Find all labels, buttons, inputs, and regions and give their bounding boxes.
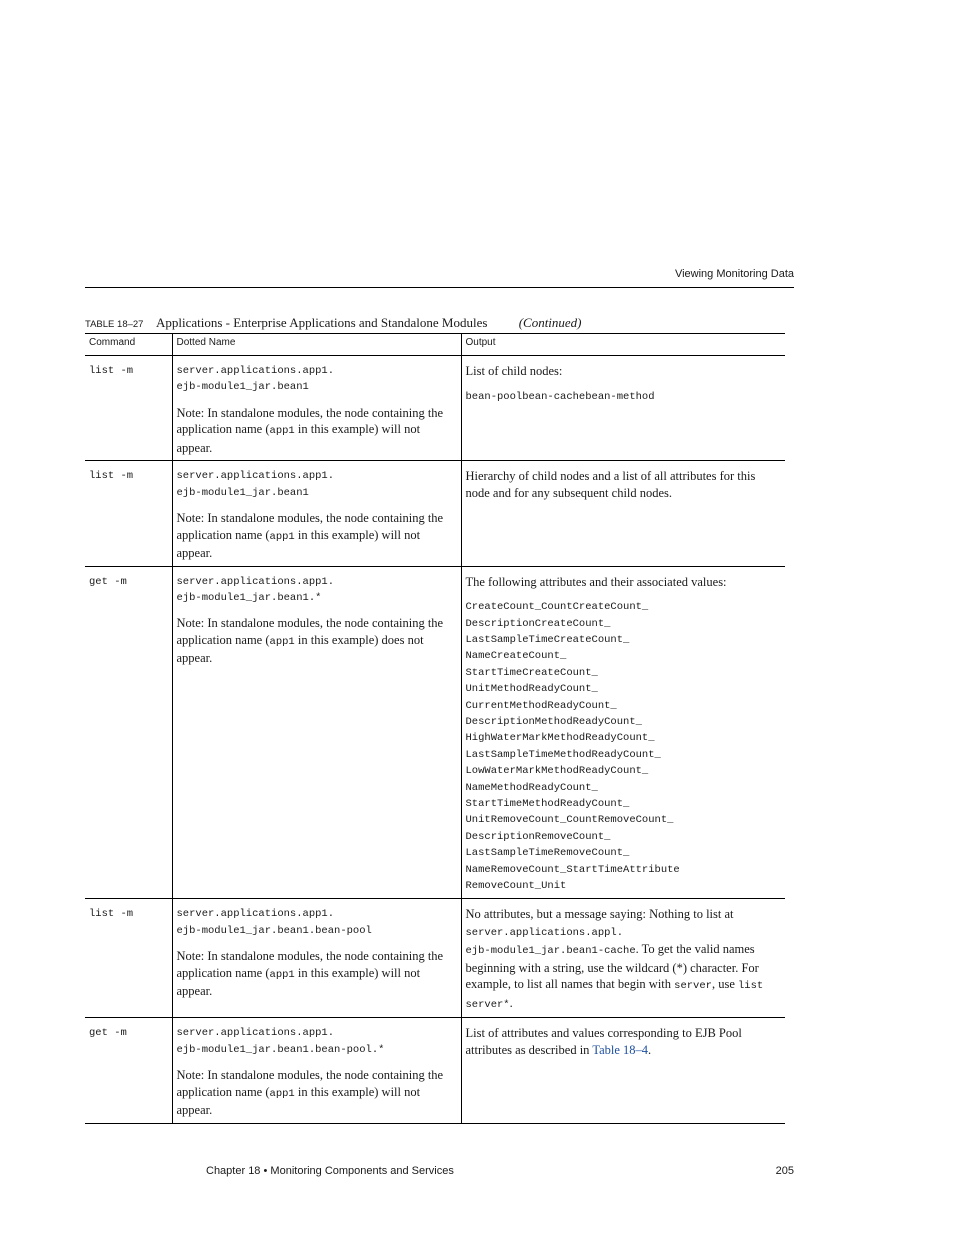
dotted-name-line: server.applications.app1.	[176, 1027, 335, 1040]
dotted-name-line: server.applications.app1.	[176, 470, 335, 483]
table-row	[85, 566, 785, 899]
dotted-name-line: ejb-module1_jar.bean1.bean-pool.*	[176, 1043, 385, 1056]
output-code-line: bean-poolbean-cachebean-method	[465, 390, 655, 403]
column-header-output: Output	[461, 334, 785, 356]
attribute-line: StartTimeMethodReadyCount_	[465, 798, 630, 810]
attribute-list	[466, 599, 782, 894]
output-rich-text: No attributes, but a message saying: Nothing to list at server.applications.appl. ejb-module1_jar.bean1-cache. To get the valid names beginning with a string, use the wildcard (*) character. For example, to list all names that begin with server, use list server*.	[465, 907, 764, 1011]
page-footer	[206, 1165, 454, 1177]
dotted-name-cell	[172, 1018, 461, 1123]
continued-label: (Continued)	[518, 315, 582, 330]
command-cell: list -m	[89, 908, 134, 921]
dotted-name-line: ejb-module1_jar.bean1	[176, 381, 309, 394]
column-header-dotted-name: Dotted Name	[172, 334, 461, 356]
dotted-name-line: ejb-module1_jar.bean1	[176, 486, 309, 499]
command-cell: list -m	[89, 470, 134, 483]
table-row	[85, 461, 785, 566]
command-cell: get -m	[89, 575, 127, 588]
table-row	[85, 899, 785, 1018]
output-text: List of child nodes:	[465, 364, 563, 378]
table-18-4-link[interactable]: Table 18–4	[592, 1042, 649, 1057]
table-row	[85, 356, 785, 461]
dotted-name-cell	[172, 566, 461, 899]
attribute-line: UnitRemoveCount_CountRemoveCount_	[465, 814, 674, 827]
output-text: Hierarchy of child nodes and a list of all attributes for this node and for any subsequent child nodes.	[465, 469, 756, 500]
attribute-line: DescriptionMethodReadyCount_	[465, 715, 642, 728]
chapter-title: Monitoring Components and Services	[270, 1165, 454, 1177]
table-header-row	[85, 334, 785, 356]
standalone-note: Note: In standalone modules, the node containing the application name (app1 in this example) will not appear.	[176, 405, 444, 455]
dotted-name-cell	[172, 356, 461, 461]
attribute-line: CreateCount_CountCreateCount_	[465, 601, 649, 614]
footer-bullet: •	[263, 1165, 268, 1177]
attribute-line: DescriptionRemoveCount_	[465, 830, 611, 843]
attribute-line: NameCreateCount_	[465, 650, 567, 663]
attribute-line: LowWaterMarkMethodReadyCount_	[465, 765, 649, 778]
output-cell	[461, 1018, 785, 1123]
attribute-line: UnitMethodReadyCount_	[465, 683, 598, 696]
output-cell	[461, 461, 785, 566]
attribute-line: LastSampleTimeRemoveCount_	[465, 847, 630, 860]
dotted-name-line: ejb-module1_jar.bean1.bean-pool	[176, 924, 372, 937]
dotted-name-line: server.applications.app1.	[176, 908, 335, 921]
running-header	[85, 268, 794, 288]
monitoring-table	[85, 333, 785, 1124]
dotted-name-line: ejb-module1_jar.bean1.*	[176, 592, 322, 605]
table-title: Applications - Enterprise Applications and Standalone Modules	[156, 315, 488, 330]
output-cell	[461, 356, 785, 461]
attribute-line: LastSampleTimeCreateCount_	[465, 633, 630, 646]
command-cell: get -m	[89, 1027, 127, 1040]
standalone-note: Note: In standalone modules, the node containing the application name (app1 in this example) will not appear.	[176, 949, 444, 999]
attribute-line: RemoveCount_Unit	[465, 880, 567, 893]
standalone-note: Note: In standalone modules, the node containing the application name (app1 in this example) does not appear.	[176, 616, 444, 666]
output-cell	[461, 899, 785, 1018]
standalone-note: Note: In standalone modules, the node containing the application name (app1 in this example) will not appear.	[176, 511, 444, 561]
command-cell: list -m	[89, 365, 134, 377]
attribute-line: DescriptionCreateCount_	[465, 617, 611, 630]
standalone-note: Note: In standalone modules, the node containing the application name (app1 in this example) will not appear.	[176, 1068, 444, 1118]
attribute-line: StartTimeCreateCount_	[465, 666, 598, 679]
page-number: 205	[775, 1165, 794, 1177]
attribute-line: LastSampleTimeMethodReadyCount_	[465, 748, 661, 761]
dotted-name-line: server.applications.app1.	[176, 365, 335, 377]
attribute-line: HighWaterMarkMethodReadyCount_	[465, 732, 655, 745]
table-caption	[85, 315, 785, 331]
attribute-line: CurrentMethodReadyCount_	[465, 699, 617, 712]
output-text: List of attributes and values corresponding to EJB Pool attributes as described in Table 18–4.	[465, 1026, 742, 1057]
table-row	[85, 1018, 785, 1123]
table-number: TABLE 18–27	[85, 319, 144, 330]
dotted-name-cell	[172, 461, 461, 566]
section-title: Viewing Monitoring Data	[674, 268, 794, 280]
attribute-line: NameRemoveCount_StartTimeAttribute	[465, 863, 680, 876]
chapter-label: Chapter 18	[206, 1165, 261, 1177]
column-header-command: Command	[85, 334, 172, 356]
output-text: The following attributes and their associated values:	[465, 574, 727, 589]
dotted-name-cell	[172, 899, 461, 1018]
output-cell	[461, 566, 785, 899]
attribute-line: NameMethodReadyCount_	[465, 781, 598, 794]
dotted-name-line: server.applications.app1.	[176, 575, 335, 588]
